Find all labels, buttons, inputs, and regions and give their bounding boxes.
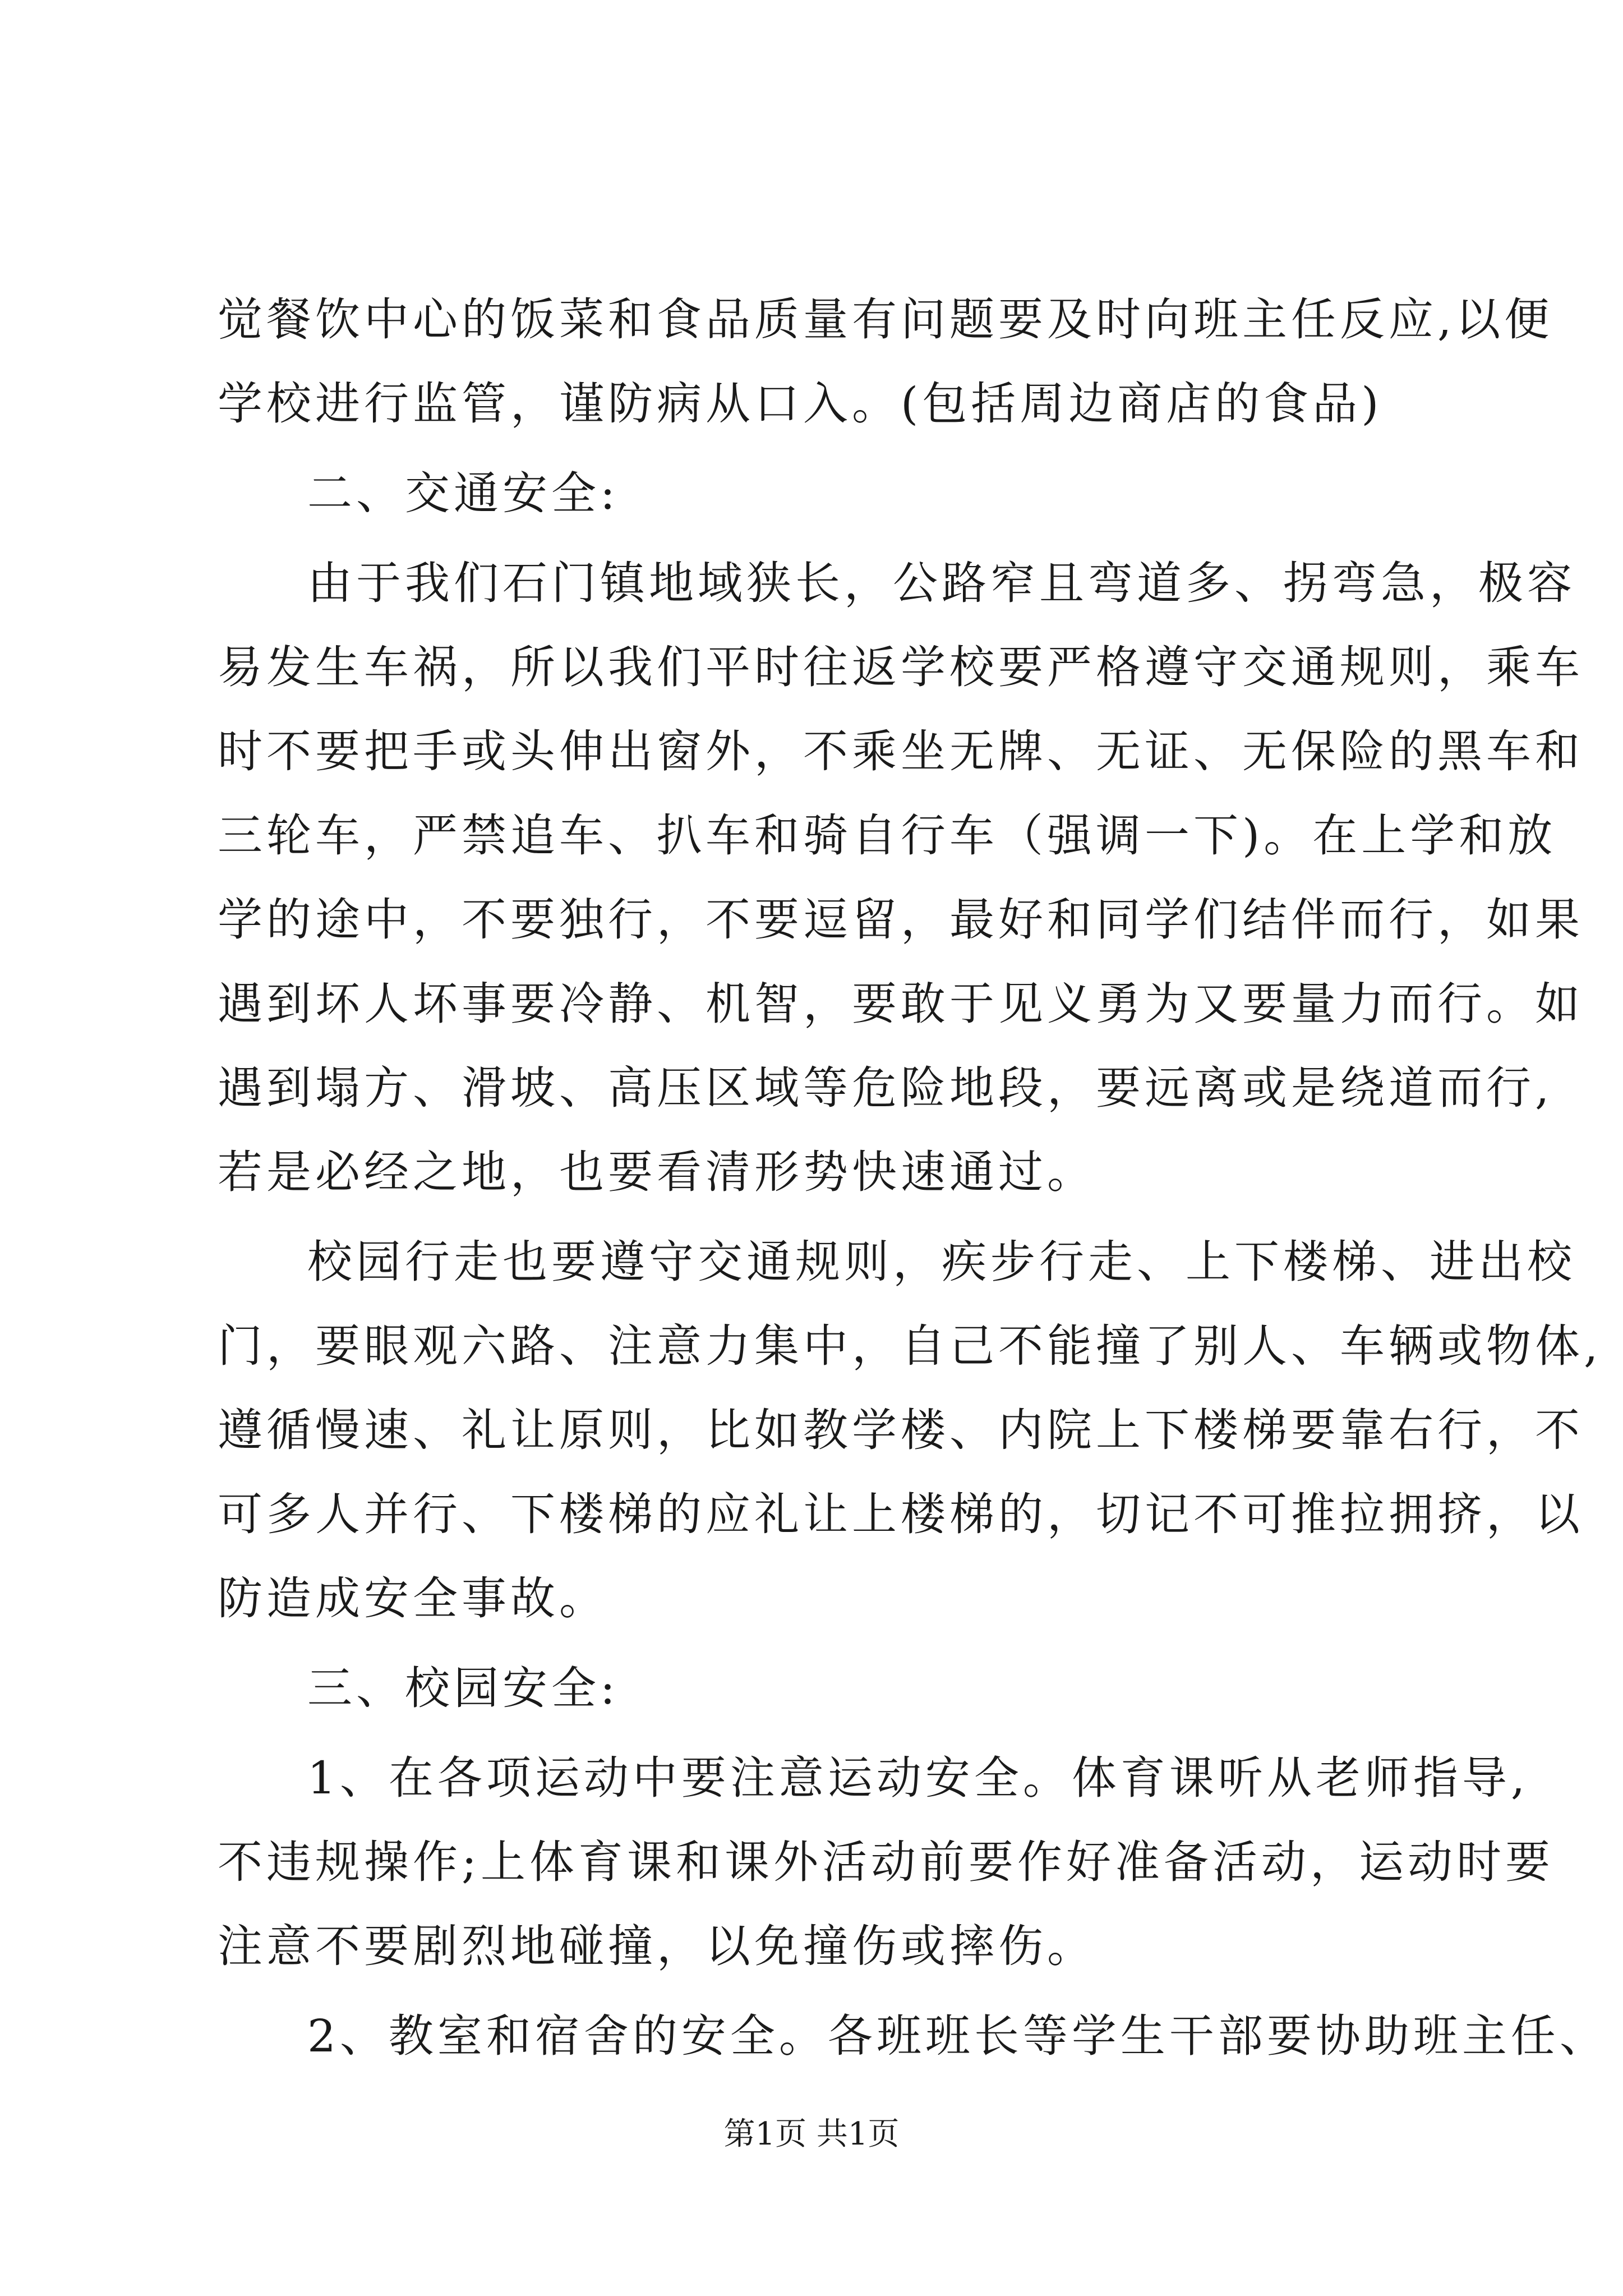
text-line: 不违规操作;上体育课和课外活动前要作好准备活动，运动时要 (218, 1836, 1554, 1888)
text-line: 1、在各项运动中要注意运动安全。体育课听从老师指导, (307, 1752, 1529, 1804)
text-line: 注意不要剧烈地碰撞，以免撞伤或摔伤。 (218, 1920, 1096, 1972)
text-line: 2、教室和宿舍的安全。各班班长等学生干部要协助班主任、 (307, 2010, 1608, 2062)
section-heading: 三、校园安全: (307, 1662, 619, 1714)
text-line: 门，要眼观六路、注意力集中，自己不能撞了别人、车辆或物体, (218, 1320, 1602, 1372)
page-number-footer: 第1页 共1页 (723, 2116, 900, 2152)
text-line: 若是必经之地，也要看清形势快速通过。 (218, 1146, 1096, 1198)
text-line: 易发生车祸，所以我们平时往返学校要严格遵守交通规则，乘车 (218, 641, 1584, 693)
section-heading: 二、交通安全: (307, 467, 619, 519)
text-line: 遵循慢速、礼让原则，比如教学楼、内院上下楼梯要靠右行，不 (218, 1404, 1584, 1456)
text-line: 遇到塌方、滑坡、高压区域等危险地段，要远离或是绕道而行, (218, 1062, 1553, 1114)
text-line: 时不要把手或头伸出窗外，不乘坐无牌、无证、无保险的黑车和 (218, 725, 1584, 777)
text-line: 三轮车，严禁追车、扒车和骑自行车（强调一下)。在上学和放 (218, 809, 1557, 862)
text-line: 由于我们石门镇地域狭长，公路窄且弯道多、拐弯急，极容 (307, 557, 1576, 609)
text-line: 防造成安全事故。 (218, 1572, 608, 1625)
text-line: 校园行走也要遵守交通规则，疾步行走、上下楼梯、进出校 (307, 1236, 1576, 1288)
text-line: 觉餐饮中心的饭菜和食品质量有问题要及时向班主任反应,以便 (218, 293, 1553, 346)
text-line: 学校进行监管，谨防病从口入。(包括周边商店的食品) (218, 378, 1383, 430)
text-line: 可多人并行、下楼梯的应礼让上楼梯的，切记不可推拉拥挤，以 (218, 1488, 1584, 1540)
text-line: 学的途中，不要独行，不要逗留，最好和同学们结伴而行，如果 (218, 894, 1584, 946)
text-line: 遇到坏人坏事要冷静、机智，要敢于见义勇为又要量力而行。如 (218, 978, 1584, 1030)
